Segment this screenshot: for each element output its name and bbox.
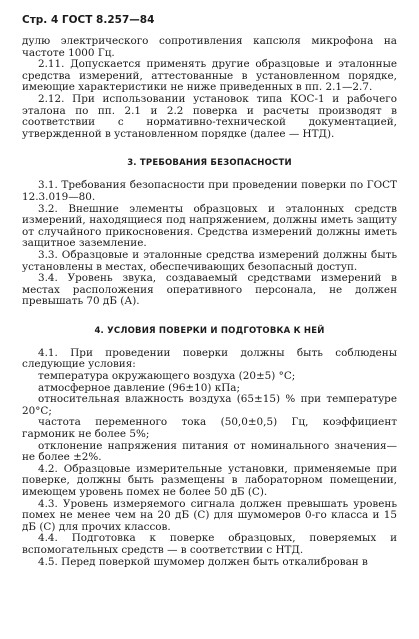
paragraph: частота переменного тока (50,0±0,5) Гц, коэффициент гармоник не более 5%; bbox=[22, 416, 397, 441]
paragraph: температура окружающего воздуха (20±5) °С; bbox=[38, 370, 296, 383]
paragraph: 3.2. Внешние элементы образцовых и эталонных средств измерений, находящиеся под напряжением, должны иметь защиту от случайного прикосновения. Средства измерений должны иметь защитное заземление. bbox=[22, 202, 397, 250]
paragraph: 3.1. Требования безопасности при проведении поверки по ГОСТ 12.3.019—80. bbox=[22, 179, 397, 203]
paragraph: относительная влажность воздуха (65±15) % при температуре 20°С; bbox=[22, 393, 397, 417]
paragraph: 4.1. При проведении поверки должны быть соблюдены следующие условия: bbox=[22, 346, 397, 371]
paragraph: 4.3. Уровень измеряемого сигнала должен превышать уровень помех не менее чем на 20 дБ (С) для шумомеров 0-го класса и 15 дБ (С) для прочих классов. bbox=[22, 497, 397, 533]
paragraph: 4.5. Перед поверкой шумомер должен быть откалиброван в bbox=[38, 555, 368, 568]
paragraph: 2.12. При использовании установок типа КОС-1 и рабочего эталона по пп. 2.1 и 2.2 поверка и расчеты производят в соответствии с нормативно-технической документацией, утвержденной в установленном порядке (далее — НТД). bbox=[22, 92, 397, 140]
document-body bbox=[22, 36, 397, 568]
page-header: Стр. 4 ГОСТ 8.257—84 bbox=[22, 14, 155, 26]
paragraph: дулю электрического сопротивления капсюля микрофона на частоте 1000 Гц. bbox=[22, 35, 397, 59]
paragraph: отклонение напряжения питания от номинального значения— не более ±2%. bbox=[22, 439, 397, 464]
section-heading: 4. УСЛОВИЯ ПОВЕРКИ И ПОДГОТОВКА К НЕЙ bbox=[94, 325, 325, 336]
paragraph: 4.2. Образцовые измерительные установки, применяемые при поверке, должны быть размещены в лабораторном помещении, имеющем уровень помех не более 50 дБ (С). bbox=[22, 462, 397, 498]
section-heading: 3. ТРЕБОВАНИЯ БЕЗОПАСНОСТИ bbox=[127, 158, 292, 169]
paragraph: 4.4. Подготовка к поверке образцовых, поверяемых и вспомогательных средств — в соответствии с НТД. bbox=[22, 532, 397, 556]
paragraph: 2.11. Допускается применять другие образцовые и эталонные средства измерений, аттестованные в установленном порядке, имеющие характеристики не ниже приведенных в пп. 2.1—2.7. bbox=[22, 58, 397, 94]
paragraph: 3.4. Уровень звука, создаваемый средствами измерений в местах расположения оперативного персонала, не должен превышать 70 дБ (А). bbox=[22, 272, 397, 308]
paragraph: 3.3. Образцовые и эталонные средства измерений должны быть установлены в местах, обеспечивающих безопасный доступ. bbox=[22, 248, 397, 273]
paragraph: атмосферное давление (96±10) кПа; bbox=[38, 381, 240, 394]
